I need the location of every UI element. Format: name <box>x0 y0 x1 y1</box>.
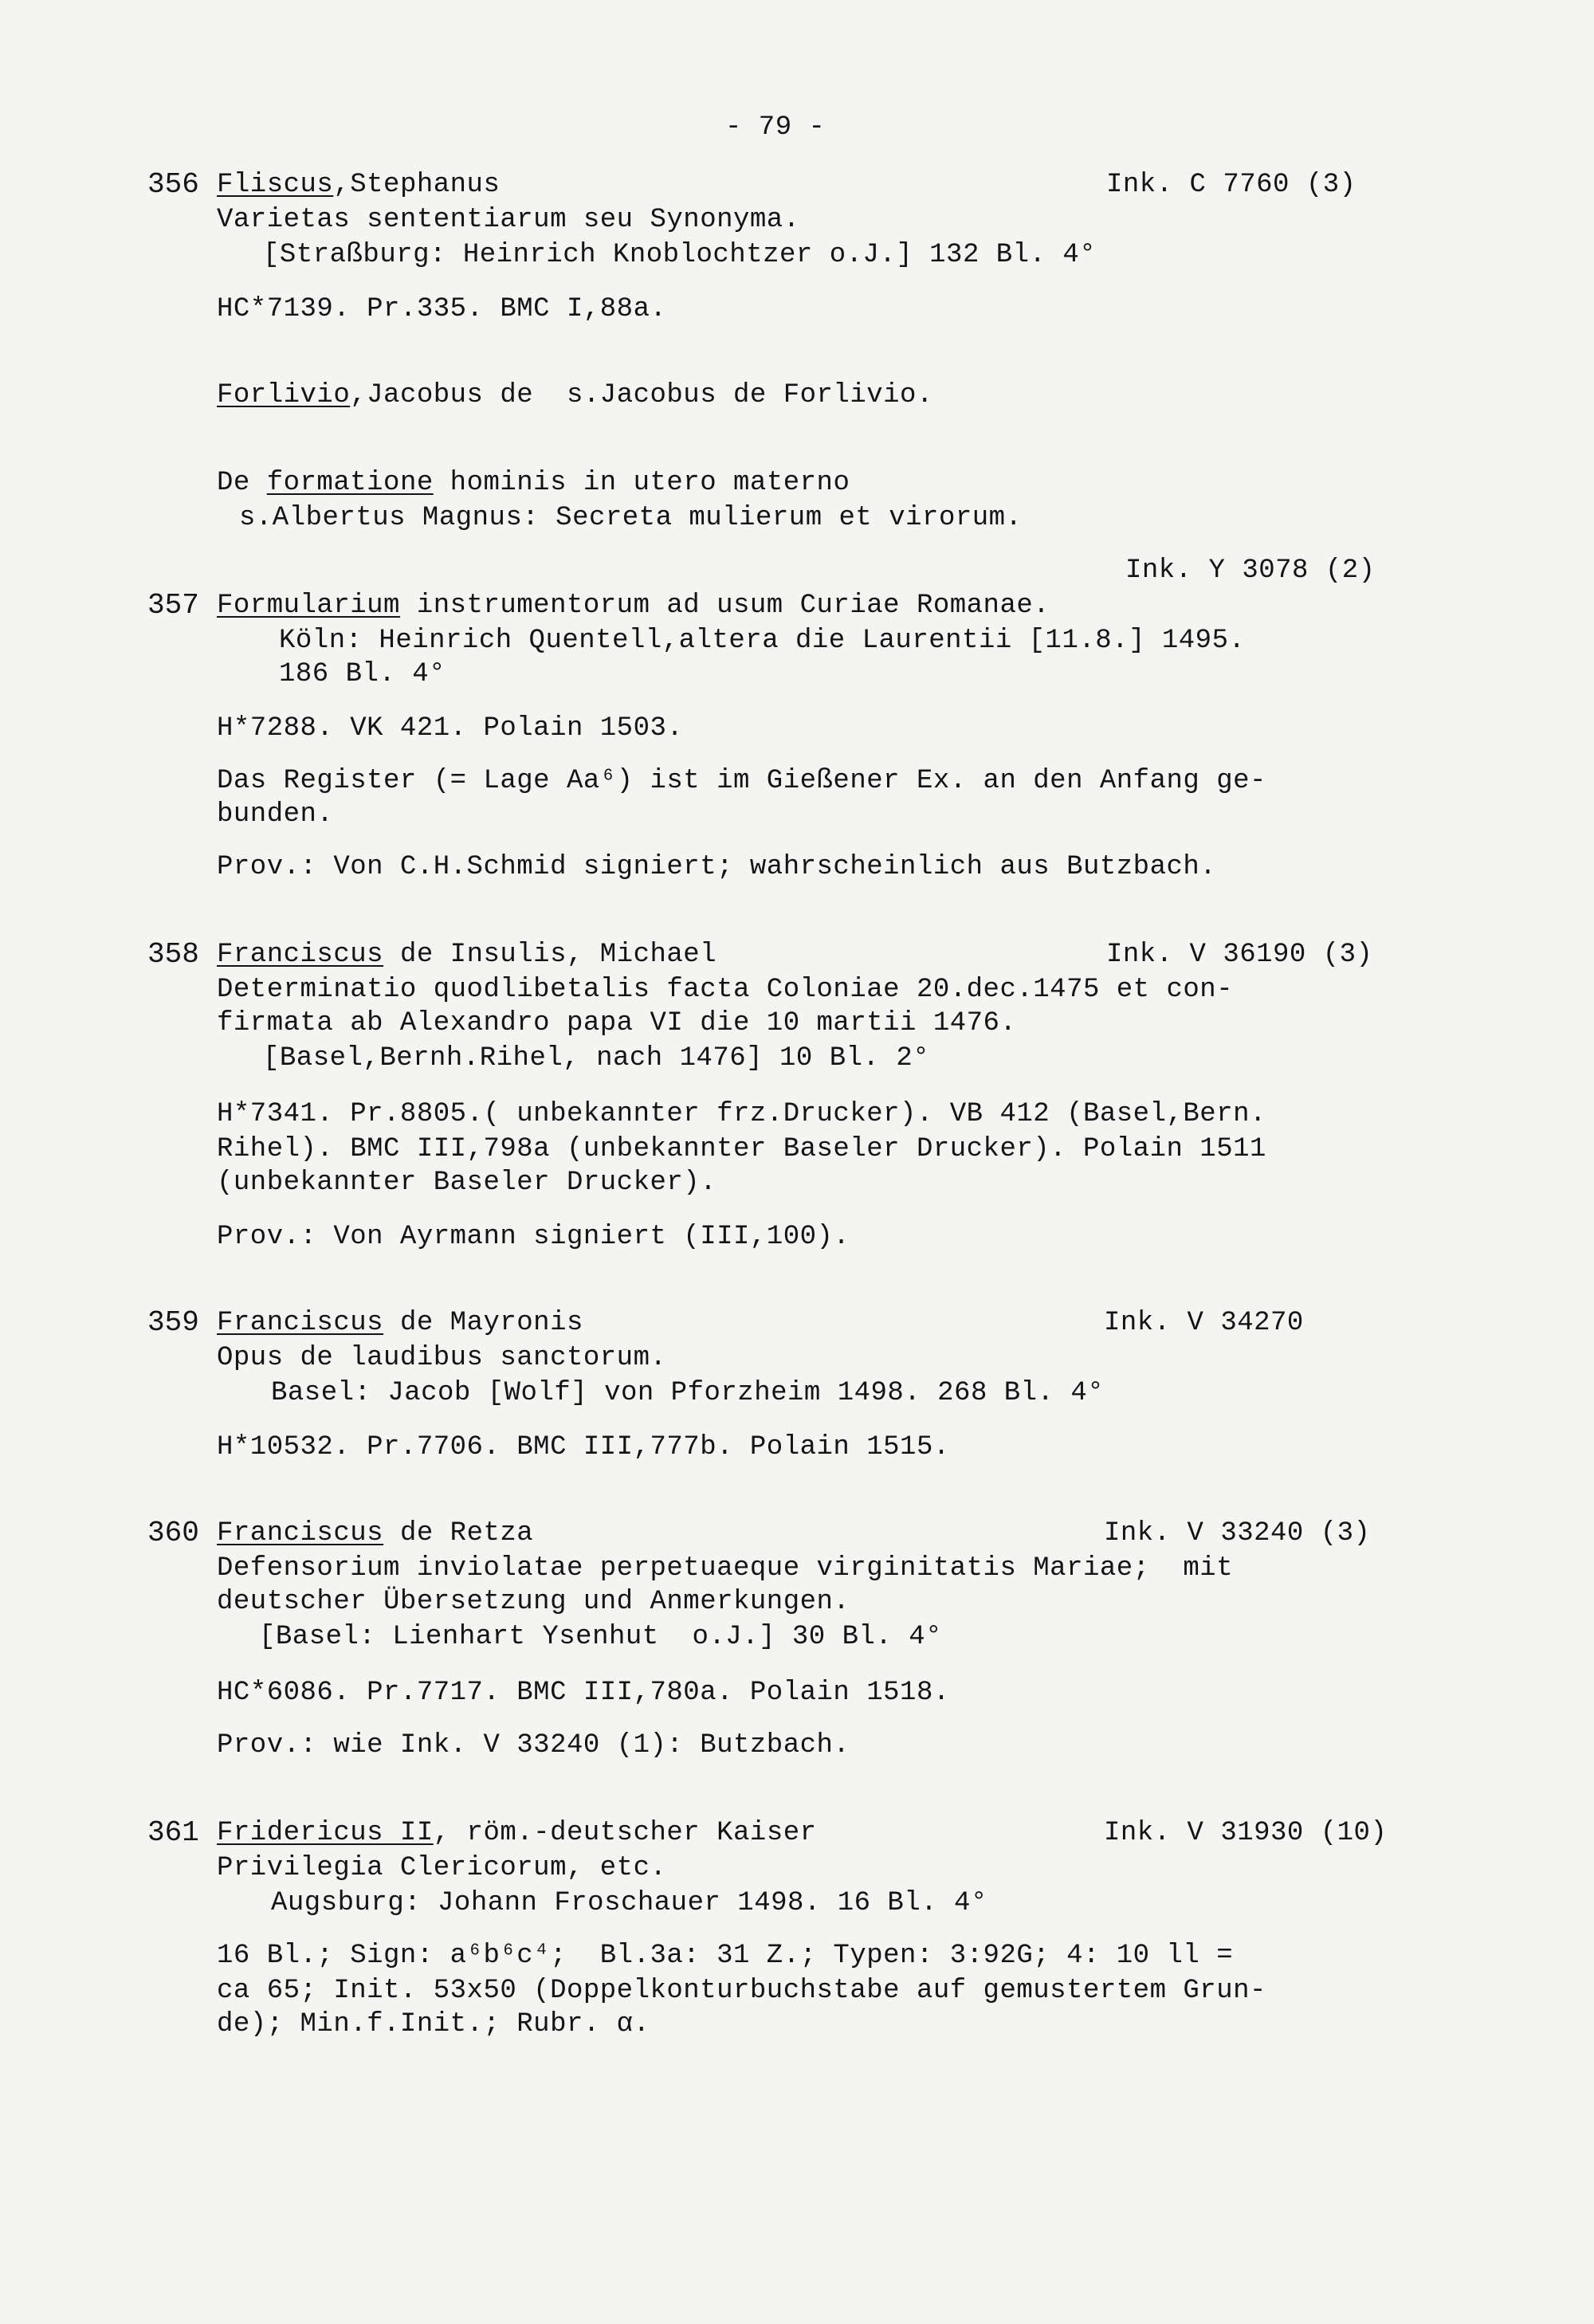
heading-rest: de Mayronis <box>383 1308 583 1338</box>
entry-provenance: Prov.: Von C.H.Schmid signiert; wahrscheinlich aus Butzbach. <box>217 852 1217 882</box>
see-rest: ,Jacobus de s.Jacobus de Forlivio. <box>350 380 933 410</box>
entry-heading <box>217 1817 817 1849</box>
entry-imprint: Basel: Jacob [Wolf] von Pforzheim 1498. 268 Bl. 4° <box>271 1378 1105 1408</box>
entry-number: 357 <box>147 589 199 622</box>
entry-provenance: Prov.: Von Ayrmann signiert (III,100). <box>217 1222 850 1252</box>
entry-number: 359 <box>147 1306 199 1339</box>
shelfmark: Ink. V 33240 (3) <box>1104 1518 1371 1549</box>
heading-keyword: Fliscus <box>217 170 334 200</box>
entry-references: HC*6086. Pr.7717. BMC III,780a. Polain 1518. <box>217 1678 950 1708</box>
entry-provenance: Prov.: wie Ink. V 33240 (1): Butzbach. <box>217 1730 850 1761</box>
entry-title-cont: deutscher Übersetzung und Anmerkungen. <box>217 1587 850 1617</box>
entry-imprint: Augsburg: Johann Froschauer 1498. 16 Bl. 4° <box>271 1888 987 1918</box>
entry-references: H*10532. Pr.7706. BMC III,777b. Polain 1515. <box>217 1432 950 1462</box>
heading-keyword: Franciscus <box>217 1308 384 1338</box>
heading-keyword: Franciscus <box>217 1518 384 1549</box>
entry-number: 361 <box>147 1816 199 1849</box>
entry-heading <box>217 169 500 201</box>
entry-imprint: Köln: Heinrich Quentell,altera die Laurentii [11.8.] 1495. <box>279 626 1246 656</box>
heading-rest: de Retza <box>383 1518 534 1549</box>
entry-references: HC*7139. Pr.335. BMC I,88a. <box>217 294 667 324</box>
entry-heading <box>217 1307 583 1339</box>
entry-collation: 16 Bl.; Sign: a⁶b⁶c⁴; Bl.3a: 31 Z.; Typen: 3:92G; 4: 10 ll = <box>217 1941 1234 1971</box>
shelfmark: Ink. V 36190 (3) <box>1106 940 1373 970</box>
heading-rest: , röm.-deutscher Kaiser <box>433 1818 817 1848</box>
entry-note-cont: bunden. <box>217 799 334 830</box>
entry-imprint-extent: 186 Bl. 4° <box>279 659 446 689</box>
entry-title-cont: firmata ab Alexandro papa VI die 10 martii 1476. <box>217 1008 1017 1038</box>
heading-keyword: Franciscus <box>217 940 384 970</box>
entry-references: H*7288. VK 421. Polain 1503. <box>217 713 684 744</box>
see-keyword: formatione <box>266 468 434 498</box>
heading-rest: de Insulis, Michael <box>383 940 717 970</box>
entry-number: 360 <box>147 1517 199 1549</box>
entry-title: Varietas sententiarum seu Synonyma. <box>217 205 800 235</box>
see-prefix: De <box>217 468 267 498</box>
see-keyword: Forlivio <box>217 380 351 410</box>
entry-heading <box>217 939 717 971</box>
entry-references-cont2: (unbekannter Baseler Drucker). <box>217 1168 717 1198</box>
entry-references-cont: Rihel). BMC III,798a (unbekannter Baseler Drucker). Polain 1511 <box>217 1134 1266 1164</box>
heading-rest: ,Stephanus <box>333 170 501 200</box>
entry-heading <box>217 1517 533 1549</box>
shelfmark: Ink. V 31930 (10) <box>1104 1818 1388 1848</box>
entry-note: Das Register (= Lage Aa⁶) ist im Gießener Ex. an den Anfang ge- <box>217 766 1266 796</box>
entry-collation-cont2: de); Min.f.Init.; Rubr. α. <box>217 2009 650 2039</box>
heading-rest: instrumentorum ad usum Curiae Romanae. <box>399 591 1050 621</box>
shelfmark: Ink. V 34270 <box>1104 1308 1304 1338</box>
entry-title: Opus de laudibus sanctorum. <box>217 1343 667 1373</box>
entry-number: 358 <box>147 938 199 971</box>
entry-imprint: [Straßburg: Heinrich Knoblochtzer o.J.] 132 Bl. 4° <box>263 240 1097 270</box>
cross-reference-forlivio <box>217 379 933 411</box>
entry-number: 356 <box>147 168 199 201</box>
shelfmark: Ink. Y 3078 (2) <box>1125 555 1376 586</box>
shelfmark: Ink. C 7760 (3) <box>1106 170 1356 200</box>
entry-references: H*7341. Pr.8805.( unbekannter frz.Drucker). VB 412 (Basel,Bern. <box>217 1099 1266 1129</box>
entry-imprint: [Basel,Bernh.Rihel, nach 1476] 10 Bl. 2° <box>263 1043 930 1074</box>
entry-heading <box>217 590 1050 622</box>
cross-reference-formatione <box>217 467 850 499</box>
see-rest: hominis in utero materno <box>433 468 850 498</box>
entry-imprint: [Basel: Lienhart Ysenhut o.J.] 30 Bl. 4° <box>259 1622 943 1652</box>
entry-title: Determinatio quodlibetalis facta Coloniae 20.dec.1475 et con- <box>217 975 1234 1005</box>
heading-keyword: Fridericus II <box>217 1818 434 1848</box>
entry-title: Defensorium inviolatae perpetuaeque virginitatis Mariae; mit <box>217 1553 1234 1584</box>
entry-collation-cont: ca 65; Init. 53x50 (Doppelkonturbuchstabe auf gemustertem Grun- <box>217 1976 1266 2006</box>
page-number: - 79 - <box>725 112 826 143</box>
entry-title: Privilegia Clericorum, etc. <box>217 1853 667 1883</box>
cross-reference-target: s.Albertus Magnus: Secreta mulierum et virorum. <box>239 503 1023 533</box>
heading-keyword: Formularium <box>217 591 400 621</box>
